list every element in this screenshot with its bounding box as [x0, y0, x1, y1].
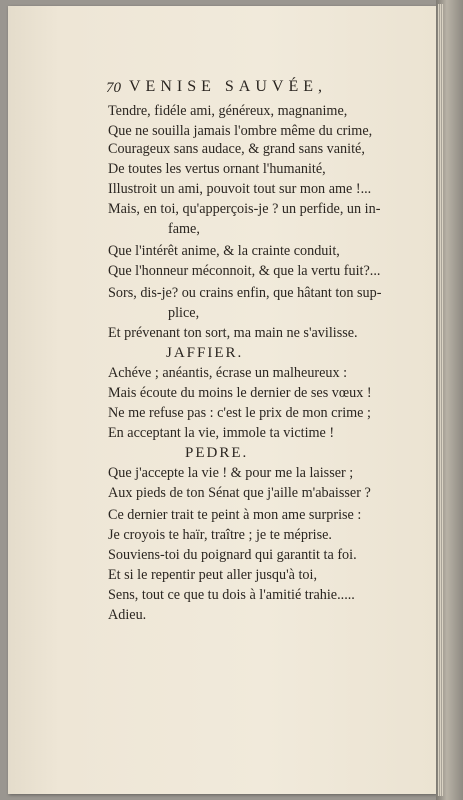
verse-line: Et si le repentir peut aller jusqu'à toi, [108, 567, 318, 583]
verse-line: Courageux sans audace, & grand sans vanité, [108, 141, 365, 157]
verse-line: Je croyois te haïr, traître ; je te méprise. [108, 527, 332, 543]
speaker-name: JAFFIER. [166, 345, 244, 361]
verse-line: Illustroit un ami, pouvoit tout sur mon ame !... [108, 181, 372, 197]
verse-line: Adieu. [108, 607, 147, 623]
verse-line: Sens, tout ce que tu dois à l'amitié trahie..... [108, 587, 355, 603]
verse-line: Mais, en toi, qu'apperçois-je ? un perfide, un in- [108, 201, 381, 217]
verse-line: Souviens-toi du poignard qui garantit ta foi. [108, 547, 357, 563]
verse-line: Que l'honneur méconnoit, & que la vertu fuit?... [108, 263, 381, 279]
page-edge [436, 0, 463, 800]
verse-line: Ne me refuse pas : c'est le prix de mon crime ; [108, 405, 371, 421]
running-head: VENISE SAUVÉE, [129, 78, 327, 95]
page-number: 70 [106, 80, 121, 96]
verse-line: Sors, dis-je? ou crains enfin, que hâtant ton sup- [108, 285, 382, 301]
verse-line: fame, [168, 221, 200, 237]
verse-line: En acceptant la vie, immole ta victime ! [108, 425, 335, 441]
verse-line: Et prévenant ton sort, ma main ne s'avilisse. [108, 325, 358, 341]
verse-line: plice, [168, 305, 200, 321]
verse-line: Achéve ; anéantis, écrase un malheureux : [108, 365, 348, 381]
verse-line: Aux pieds de ton Sénat que j'aille m'abaisser ? [108, 485, 371, 501]
verse-line: Mais écoute du moins le dernier de ses vœux ! [108, 385, 372, 401]
verse-line: Que j'accepte la vie ! & pour me la laisser ; [108, 465, 354, 481]
verse-line: Que l'intérêt anime, & la crainte conduit, [108, 243, 340, 259]
verse-line: Ce dernier trait te peint à mon ame surprise : [108, 507, 362, 523]
verse-line: Que ne souilla jamais l'ombre même du crime, [108, 123, 373, 139]
verse-line: De toutes les vertus ornant l'humanité, [108, 161, 326, 177]
verse-line: Tendre, fidéle ami, généreux, magnanime, [108, 103, 348, 119]
speaker-name: PEDRE. [185, 445, 249, 461]
book-page [8, 6, 436, 794]
